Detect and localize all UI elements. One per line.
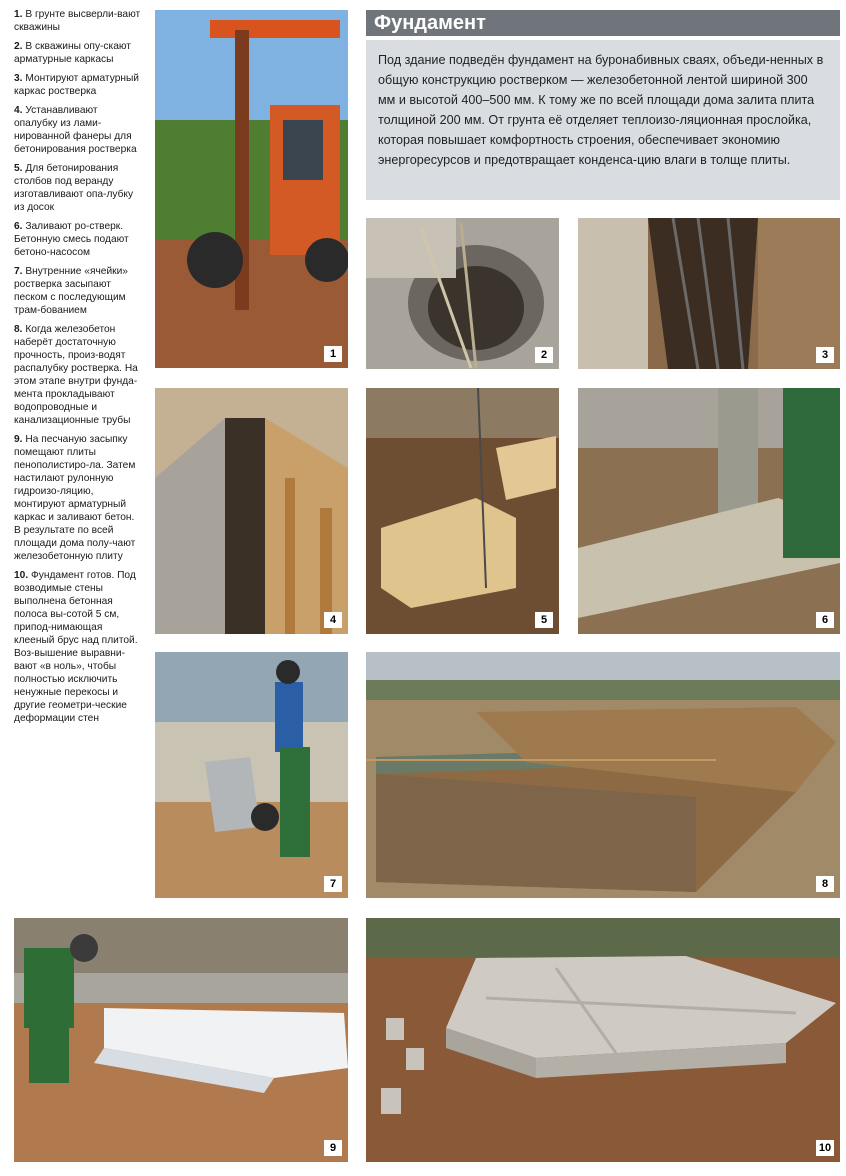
- photo-column-forms: [366, 388, 559, 634]
- step-5: [14, 162, 142, 214]
- photo-number: 9: [324, 1140, 342, 1156]
- step-number: 8.: [14, 324, 23, 335]
- photo-foundation-grid: [366, 652, 840, 898]
- section-title: Фундамент: [366, 10, 840, 36]
- step-text: Когда железобетон наберёт достаточную прочность, произ-водят распалубку ростверка. На этом этапе внутри фунда-мента прокладывают водопроводные и канализационные трубы: [14, 324, 138, 426]
- photo-drilling-rig: [155, 10, 348, 368]
- step-6: [14, 220, 142, 259]
- step-text: На песчаную засыпку помещают плиты пенополистиро-ла. Затем настилают рулонную гидроизо-ляцию, монтируют арматурный каркас и заливают бетон. В результате по всей площади дома полу-чают железобетонную плиту: [14, 434, 136, 562]
- step-text: Внутренние «ячейки» ростверка засыпают песком с последующим трам-бованием: [14, 266, 128, 316]
- step-number: 2.: [14, 41, 23, 52]
- step-number: 1.: [14, 9, 23, 20]
- step-10: [14, 569, 142, 725]
- photo-number: 2: [535, 347, 553, 363]
- photo-number: 8: [816, 876, 834, 892]
- step-text: В скважины опу-скают арматурные каркасы: [14, 41, 131, 65]
- step-text: Для бетонирования столбов под веранду изготавливают опа-лубку из досок: [14, 163, 134, 213]
- photo-rebar-trench: [578, 218, 840, 369]
- photo-insulation: [14, 918, 348, 1162]
- photo-number: 10: [816, 1140, 834, 1156]
- step-number: 7.: [14, 266, 23, 277]
- photo-number: 3: [816, 347, 834, 363]
- step-number: 10.: [14, 570, 29, 581]
- photo-finished-foundation: [366, 918, 840, 1162]
- photo-number: 4: [324, 612, 342, 628]
- photo-pouring-concrete: [578, 388, 840, 634]
- step-8: [14, 323, 142, 427]
- photo-formwork: [155, 388, 348, 634]
- step-number: 4.: [14, 105, 23, 116]
- intro-text: Под здание подведён фундамент на буронабивных сваях, объеди-ненных в общую конструкцию ростверком — железобетонной лентой шириной 300 мм и высотой 400–500 мм. К тому же по всей площади дома залита плита толщиной 200 мм. От грунта её отделяет теплоизо-ляционная прослойка, которая повышает комфортность строения, обеспечивает экономию энергоресурсов и предотвращает конденса-цию влаги в толще плиты.: [366, 40, 840, 200]
- step-text: Устанавливают опалубку из лами-нированной фанеры для бетонирования ростверка: [14, 105, 137, 155]
- step-text: Заливают ро-стверк. Бетонную смесь подают бетоно-насосом: [14, 221, 129, 258]
- step-number: 5.: [14, 163, 23, 174]
- photo-borehole: [366, 218, 559, 369]
- step-3: [14, 72, 142, 98]
- step-4: [14, 104, 142, 156]
- photo-number: 1: [324, 346, 342, 362]
- step-number: 9.: [14, 434, 23, 445]
- photo-wheelbarrow: [155, 652, 348, 898]
- step-2: [14, 40, 142, 66]
- photo-number: 5: [535, 612, 553, 628]
- steps-column: [14, 8, 142, 731]
- step-number: 6.: [14, 221, 23, 232]
- step-text: Фундамент готов. Под возводимые стены выполнена бетонная полоса вы-сотой 5 см, припод-нимающая клееный брус над плитой. Воз-вышение выравни-вают «в ноль», чтобы полностью исключить ненужные перекосы и другие геометри-ческие деформации стен: [14, 570, 138, 724]
- step-number: 3.: [14, 73, 23, 84]
- photo-number: 7: [324, 876, 342, 892]
- step-9: [14, 433, 142, 563]
- step-text: Монтируют арматурный каркас ростверка: [14, 73, 139, 97]
- photo-number: 6: [816, 612, 834, 628]
- step-text: В грунте высверли-вают скважины: [14, 9, 141, 33]
- step-1: [14, 8, 142, 34]
- step-7: [14, 265, 142, 317]
